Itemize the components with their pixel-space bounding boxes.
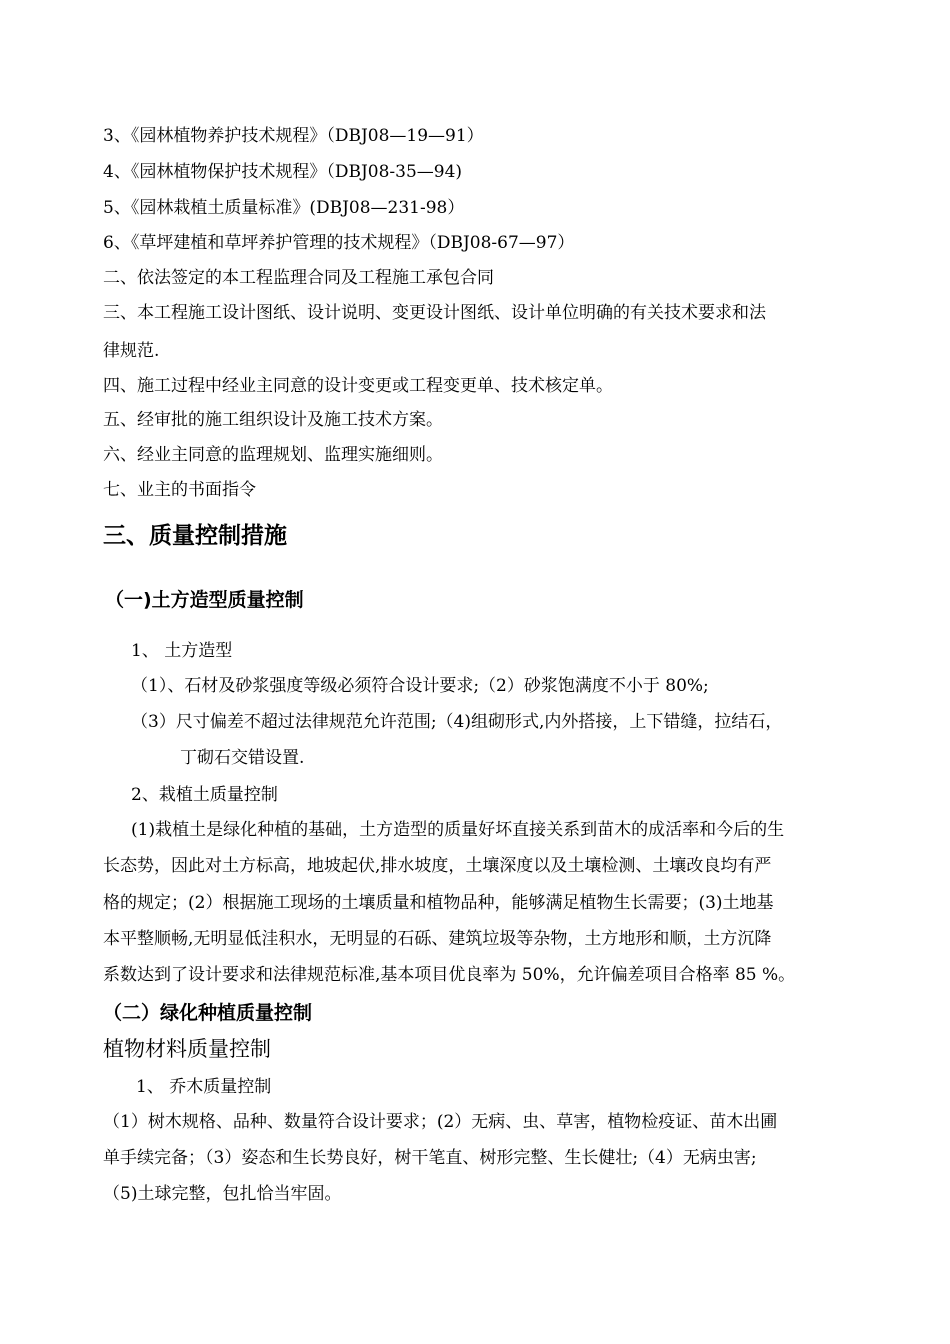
text-line: 2、栽植土质量控制 [131, 785, 278, 805]
subsection-title: 植物材料质量控制 [103, 1037, 271, 1061]
text-line: 1、 乔木质量控制 [136, 1077, 272, 1097]
text-line: （1）、石材及砂浆强度等级必须符合设计要求;（2）砂浆饱满度不小于 80%; [131, 676, 709, 696]
text-line: 格的规定；(2）根据施工现场的土壤质量和植物品种，能够满足植物生长需要；(3)土地基 [103, 893, 774, 913]
text-line: 律规范. [103, 341, 160, 361]
text-line: （5)土球完整，包扎恰当牢固。 [103, 1184, 342, 1204]
text-line: 长态势，因此对土方标高，地坡起伏,排水坡度，土壤深度以及土壤检测、土壤改良均有严 [103, 856, 772, 876]
text-line: （3）尺寸偏差不超过法律规范允许范围;（4)组砌形式,内外搭接，上下错缝，拉结石， [131, 712, 783, 732]
text-line: 系数达到了设计要求和法律规范标准,基本项目优良率为 50%，允许偏差项目合格率 85 %。 [103, 965, 796, 985]
text-line: 丁砌石交错设置. [180, 748, 305, 768]
text-line: 本平整顺畅,无明显低洼积水，无明显的石砾、建筑垃圾等杂物，土方地形和顺，土方沉降 [103, 929, 772, 949]
text-line: 3、《园林植物养护技术规程》（DBJ08—19—91） [103, 126, 484, 146]
text-line: 七、业主的书面指令 [103, 480, 256, 500]
text-line: 1、 土方造型 [131, 641, 233, 661]
subsection-heading: （一)土方造型质量控制 [105, 589, 304, 611]
section-heading: 三、质量控制措施 [103, 523, 287, 549]
text-line: 四、施工过程中经业主同意的设计变更或工程变更单、技术核定单。 [103, 376, 613, 396]
text-line: 六、经业主同意的监理规划、监理实施细则。 [103, 445, 443, 465]
text-line: 5、《园林栽植土质量标准》(DBJ08—231-98） [103, 198, 465, 218]
text-line: 单手续完备；（3）姿态和生长势良好，树干笔直、树形完整、生长健壮;（4）无病虫害; [103, 1148, 757, 1168]
text-line: 三、本工程施工设计图纸、设计说明、变更设计图纸、设计单位明确的有关技术要求和法 [103, 303, 766, 323]
text-line: (1)栽植土是绿化种植的基础，土方造型的质量好坏直接关系到苗木的成活率和今后的生 [131, 820, 785, 840]
subsection-heading: （二）绿化种植质量控制 [103, 1002, 313, 1024]
text-line: 6、《草坪建植和草坪养护管理的技术规程》（DBJ08-67—97） [103, 233, 575, 253]
text-line: 二、依法签定的本工程监理合同及工程施工承包合同 [103, 268, 494, 288]
text-line: 4、《园林植物保护技术规程》（DBJ08-35—94) [103, 162, 463, 182]
text-line: （1）树木规格、品种、数量符合设计要求；(2）无病、虫、草害，植物检疫证、苗木出圃 [103, 1112, 778, 1132]
text-line: 五、经审批的施工组织设计及施工技术方案。 [103, 410, 443, 430]
